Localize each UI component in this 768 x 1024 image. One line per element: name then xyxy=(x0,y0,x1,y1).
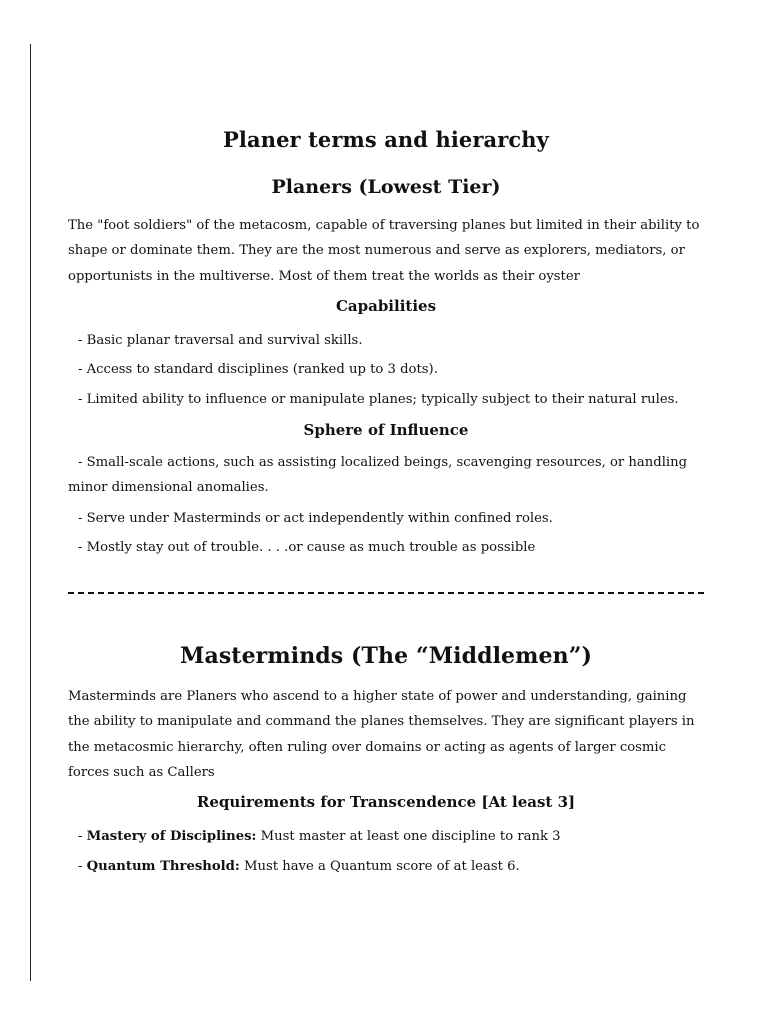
margin-rule xyxy=(30,44,31,981)
sphere-item: - Mostly stay out of trouble. . . .or cause as much trouble as possible xyxy=(78,540,536,555)
requirements-heading: Requirements for Transcendence [At least 3] xyxy=(196,793,576,811)
requirement-prefix: - xyxy=(78,859,87,874)
masterminds-intro-paragraph: Masterminds are Planers who ascend to a higher state of power and understanding, gaining the ability to manipulate and command the planes themselves. They are significant players in the metacosmic hierarchy, often ruling over domains or acting as agents of larger cosmic forces such as Callers xyxy=(68,689,695,780)
requirement-term: Mastery of Disciplines: xyxy=(86,829,257,844)
capability-item: - Access to standard disciplines (ranked up to 3 dots). xyxy=(78,362,438,377)
requirement-text: Must have a Quantum score of at least 6. xyxy=(239,859,520,874)
requirement-item xyxy=(78,854,714,879)
requirement-prefix: - xyxy=(78,829,87,844)
requirement-term: Quantum Threshold: xyxy=(86,859,240,874)
capabilities-heading: Capabilities xyxy=(335,297,437,315)
capability-item: - Limited ability to influence or manipulate planes; typically subject to their natural rules. xyxy=(78,392,679,407)
document-title: Planer terms and hierarchy xyxy=(223,127,549,152)
requirement-text: Must master at least one discipline to rank 3 xyxy=(256,829,561,844)
section-heading-planers: Planers (Lowest Tier) xyxy=(271,176,501,198)
sphere-item: - Serve under Masterminds or act independently within confined roles. xyxy=(78,511,553,526)
sphere-item: - Small-scale actions, such as assisting localized beings, scavenging resources, or handling minor dimensional anomalies. xyxy=(68,455,688,496)
section-heading-masterminds: Masterminds (The “Middlemen”) xyxy=(180,643,592,669)
requirement-item xyxy=(78,824,714,849)
planers-intro-paragraph: The "foot soldiers" of the metacosm, capable of traversing planes but limited in their ability to shape or dominate them. They are the most numerous and serve as explorers, mediators, or opportunists in the multiverse. Most of them treat the worlds as their oyster xyxy=(68,218,700,284)
sphere-of-influence-heading: Sphere of Influence xyxy=(303,421,469,439)
section-divider xyxy=(68,592,704,594)
capability-item: - Basic planar traversal and survival skills. xyxy=(78,333,363,348)
